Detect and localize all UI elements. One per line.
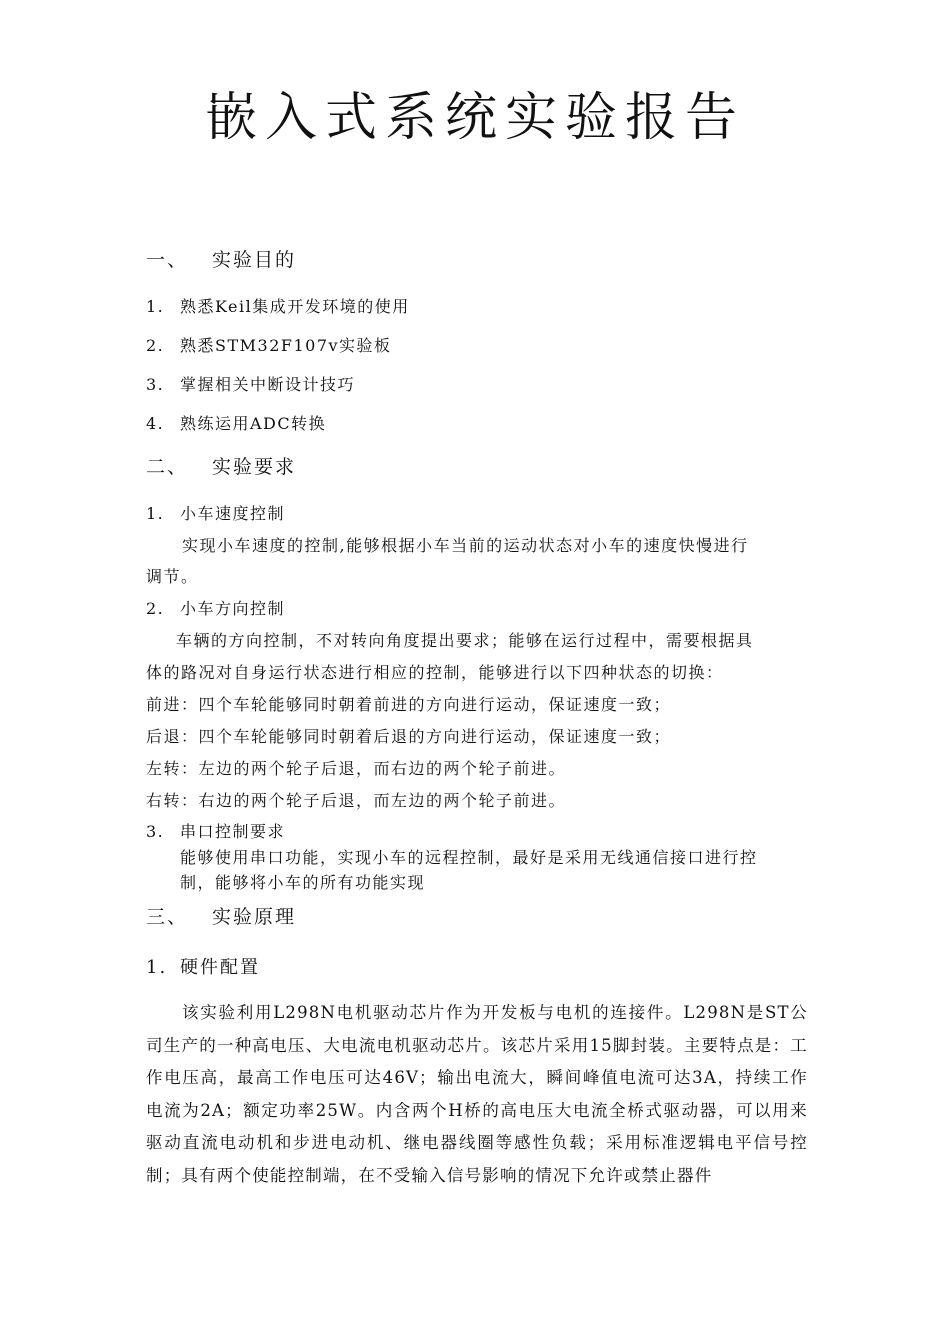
- requirement-title-text: 串口控制要求: [180, 822, 286, 841]
- list-item-number: 2.: [146, 336, 165, 355]
- requirement-text-line: 后退：四个车轮能够同时朝着后退的方向进行运动，保证速度一致；: [146, 727, 672, 746]
- list-item-text: 熟悉STM32F107v实验板: [180, 336, 392, 355]
- section-number: 二、: [146, 456, 189, 478]
- section-number: 三、: [146, 906, 189, 928]
- list-item-number: 3.: [146, 375, 165, 394]
- section-heading-requirements: [146, 454, 296, 480]
- requirement-text-line: 制，能够将小车的所有功能实现: [180, 873, 426, 892]
- section-heading-objectives: [146, 247, 296, 273]
- requirement-text-line: 实现小车速度的控制,能够根据小车当前的运动状态对小车的速度快慢进行: [182, 536, 749, 555]
- section-heading-principles: [146, 904, 296, 930]
- subsection-title: 硬件配置: [180, 957, 260, 978]
- requirement-title: [146, 598, 285, 620]
- requirement-text-line: 左转：左边的两个轮子后退，而右边的两个轮子前进。: [146, 759, 567, 778]
- requirement-title-text: 小车方向控制: [180, 599, 286, 618]
- requirement-number: 1.: [146, 504, 165, 523]
- list-item: [146, 374, 355, 396]
- requirement-text-line: 体的路况对自身运行状态进行相应的控制，能够进行以下四种状态的切换：: [146, 663, 724, 682]
- document-title: 嵌入式系统实验报告: [204, 88, 745, 148]
- requirement-number: 2.: [146, 599, 165, 618]
- requirement-number: 3.: [146, 822, 165, 841]
- list-item-number: 4.: [146, 414, 165, 433]
- hardware-paragraph: 该实验利用L298N电机驱动芯片作为开发板与电机的连接件。L298N是ST公司生产的一种高电压、大电流电机驱动芯片。该芯片采用15脚封装。主要特点是：工作电压高，最高工作电压可达46V；输出电流大，瞬间峰值电流可达3A，持续工作电流为2A；额定功率25W。内含两个H桥的高电压大电流全桥式驱动器，可以用来驱动直流电动机和步进电动机、继电器线圈等感性负载；采用标准逻辑电平信号控制；具有两个使能控制端，在不受输入信号影响的情况下允许或禁止器件: [146, 1003, 808, 1185]
- section-number: 一、: [146, 249, 189, 271]
- subsection-number: 1.: [146, 957, 168, 978]
- requirement-title: [146, 503, 285, 525]
- list-item: [146, 296, 410, 318]
- requirement-text-line: 能够使用串口功能，实现小车的远程控制，最好是采用无线通信接口进行控: [180, 848, 758, 867]
- subsection-heading-hardware: [146, 955, 260, 981]
- list-item-text: 掌握相关中断设计技巧: [180, 375, 356, 394]
- list-item: [146, 335, 392, 357]
- requirement-title: [146, 821, 285, 843]
- requirement-text-line: 前进：四个车轮能够同时朝着前进的方向进行运动，保证速度一致；: [146, 695, 672, 714]
- section-title: 实验要求: [212, 456, 297, 478]
- requirement-text-line: 车辆的方向控制，不对转向角度提出要求；能够在运行过程中，需要根据具: [176, 631, 754, 650]
- list-item-number: 1.: [146, 297, 165, 316]
- requirement-text-line: 右转：右边的两个轮子后退，而左边的两个轮子前进。: [146, 791, 567, 810]
- requirement-title-text: 小车速度控制: [180, 504, 286, 523]
- requirement-text-line: 调节。: [146, 567, 199, 586]
- section-title: 实验原理: [212, 906, 297, 928]
- list-item: [146, 413, 326, 435]
- list-item-text: 熟练运用ADC转换: [180, 414, 327, 433]
- list-item-text: 熟悉Keil集成开发环境的使用: [180, 297, 410, 316]
- section-title: 实验目的: [212, 249, 297, 271]
